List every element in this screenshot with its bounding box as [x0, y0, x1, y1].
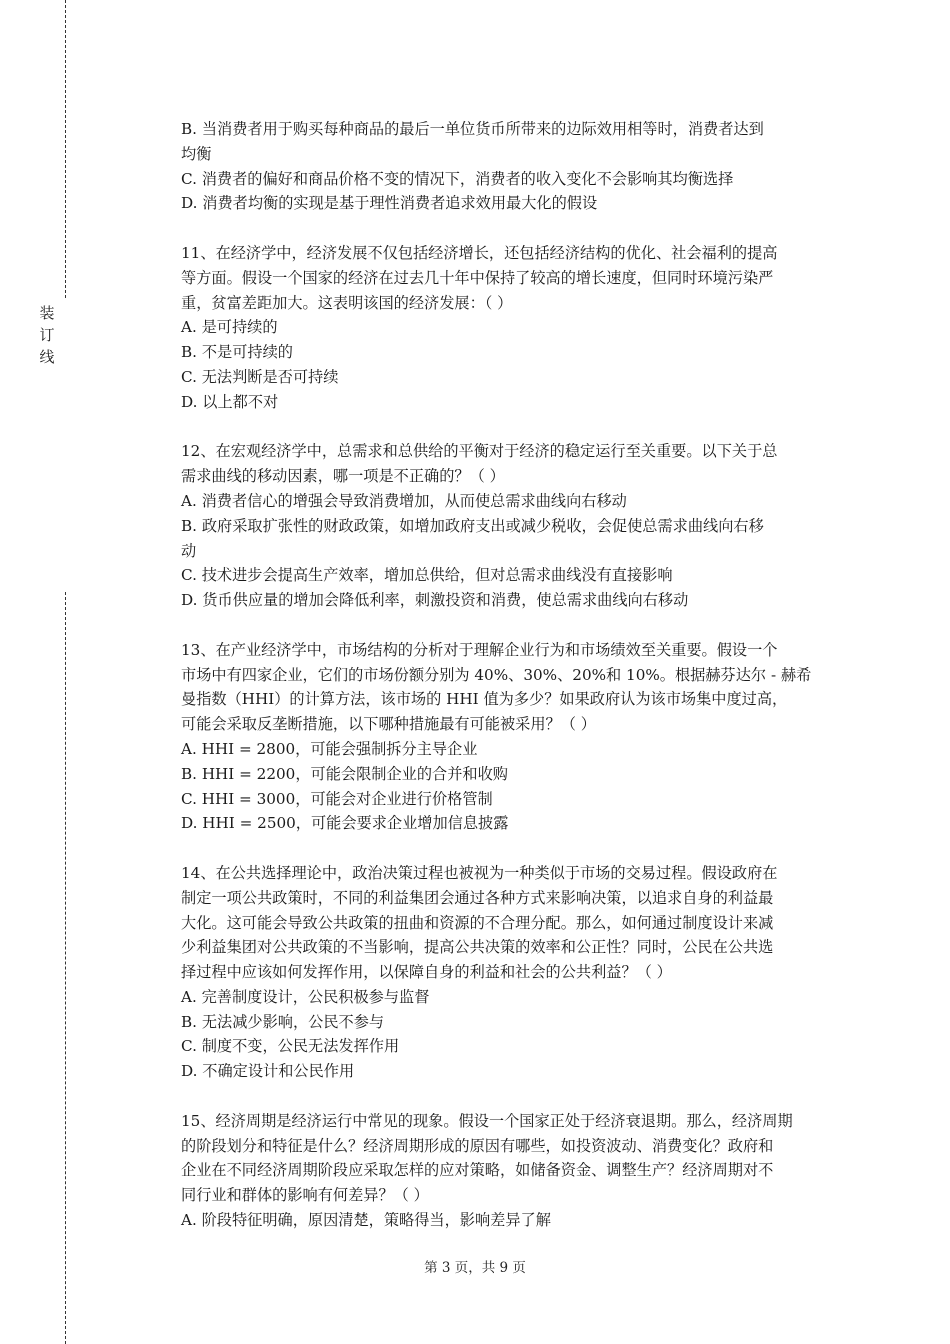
option-b: B. 不是可持续的: [181, 343, 293, 362]
binding-dashed-line-top: [65, 0, 66, 298]
question-text-line: 11、在经济学中，经济发展不仅包括经济增长，还包括经济结构的优化、社会福利的提高: [181, 243, 778, 262]
question-text-line: 企业在不同经济周期阶段应采取怎样的应对策略，如储备资金、调整生产？经济周期对不: [181, 1161, 774, 1180]
question-10-continued: [181, 117, 841, 216]
question-text-line: 15、经济周期是经济运行中常见的现象。假设一个国家正处于经济衰退期。那么，经济周期: [181, 1111, 793, 1130]
option-c: C. 技术进步会提高生产效率，增加总供给，但对总需求曲线没有直接影响: [181, 566, 673, 585]
option-d: D. 货币供应量的增加会降低利率，刺激投资和消费，使总需求曲线向右移动: [181, 591, 689, 610]
option-a: A. HHI = 2800，可能会强制拆分主导企业: [181, 739, 478, 758]
question-text-line: 12、在宏观经济学中，总需求和总供给的平衡对于经济的稳定运行至关重要。以下关于总: [181, 442, 778, 461]
question-text-line: 重，贫富差距加大。这表明该国的经济发展：（ ）: [181, 293, 513, 312]
binding-dashed-line-bottom: [65, 592, 66, 1344]
question-text-line: 大化。这可能会导致公共政策的扭曲和资源的不合理分配。那么，如何通过制度设计来减: [181, 913, 774, 932]
option-c: C. 制度不变，公民无法发挥作用: [181, 1037, 400, 1056]
question-text-line: 14、在公共选择理论中，政治决策过程也被视为一种类似于市场的交易过程。假设政府在: [181, 863, 778, 882]
option-c: C. 无法判断是否可持续: [181, 367, 339, 386]
question-14: [181, 861, 841, 1084]
option-c: C. 消费者的偏好和商品价格不变的情况下，消费者的收入变化不会影响其均衡选择: [181, 169, 734, 188]
option-b: B. 无法减少影响，公民不参与: [181, 1012, 385, 1031]
question-text-line: 少利益集团对公共政策的不当影响，提高公共决策的效率和公正性？同时，公民在公共选: [181, 938, 774, 957]
option-b-line-1: B. 政府采取扩张性的财政政策，如增加政府支出或减少税收，会促使总需求曲线向右移: [181, 516, 764, 535]
option-b-line-1: B. 当消费者用于购买每种商品的最后一单位货币所带来的边际效用相等时，消费者达到: [181, 120, 764, 138]
option-a: A. 是可持续的: [181, 318, 278, 337]
page-number-footer: 第 3 页，共 9 页: [424, 1260, 526, 1276]
question-text-line: 同行业和群体的影响有何差异？（ ）: [181, 1186, 429, 1205]
option-a: A. 消费者信心的增强会导致消费增加，从而使总需求曲线向右移动: [181, 491, 627, 510]
question-text-line: 市场中有四家企业，它们的市场份额分别为 40%、30%、20%和 10%。根据赫芬达尔 - 赫希: [181, 665, 812, 684]
question-12: [181, 439, 841, 613]
question-text-line: 需求曲线的移动因素，哪一项是不正确的？（ ）: [181, 467, 505, 486]
question-text-line: 曼指数（HHI）的计算方法，该市场的 HHI 值为多少？如果政府认为该市场集中度过高，: [181, 690, 788, 709]
question-text-line: 13、在产业经济学中，市场结构的分析对于理解企业行为和市场绩效至关重要。假设一个: [181, 640, 778, 659]
option-a: A. 阶段特征明确，原因清楚，策略得当，影响差异了解: [181, 1211, 551, 1230]
option-b-line-2: 均衡: [181, 144, 212, 163]
option-d: D. 不确定设计和公民作用: [181, 1062, 355, 1081]
question-text-line: 择过程中应该如何发挥作用，以保障自身的利益和社会的公共利益？（ ）: [181, 963, 672, 982]
option-d: D. HHI = 2500，可能会要求企业增加信息披露: [181, 814, 509, 833]
binding-label: [37, 302, 57, 368]
question-13: [181, 638, 841, 836]
question-text-line: 制定一项公共政策时，不同的利益集团会通过各种方式来影响决策，以追求自身的利益最: [181, 888, 774, 907]
option-b: B. HHI = 2200，可能会限制企业的合并和收购: [181, 764, 508, 783]
option-a: A. 完善制度设计，公民积极参与监督: [181, 987, 430, 1006]
question-text-line: 可能会采取反垄断措施，以下哪种措施最有可能被采用？（ ）: [181, 715, 596, 734]
question-text-line: 等方面。假设一个国家的经济在过去几十年中保持了较高的增长速度，但同时环境污染严: [181, 268, 774, 287]
option-d: D. 以上都不对: [181, 392, 279, 411]
option-c: C. HHI = 3000，可能会对企业进行价格管制: [181, 789, 493, 808]
question-15: [181, 1109, 841, 1233]
option-b-line-2: 动: [181, 541, 197, 560]
binding-label-char: 订: [39, 326, 55, 344]
option-d: D. 消费者均衡的实现是基于理性消费者追求效用最大化的假设: [181, 194, 598, 213]
question-text-line: 的阶段划分和特征是什么？经济周期形成的原因有哪些，如投资波动、消费变化？政府和: [181, 1136, 774, 1155]
binding-label-char: 装: [39, 304, 55, 322]
binding-label-char: 线: [39, 348, 55, 366]
question-11: [181, 241, 841, 415]
exam-content: [181, 117, 841, 1233]
